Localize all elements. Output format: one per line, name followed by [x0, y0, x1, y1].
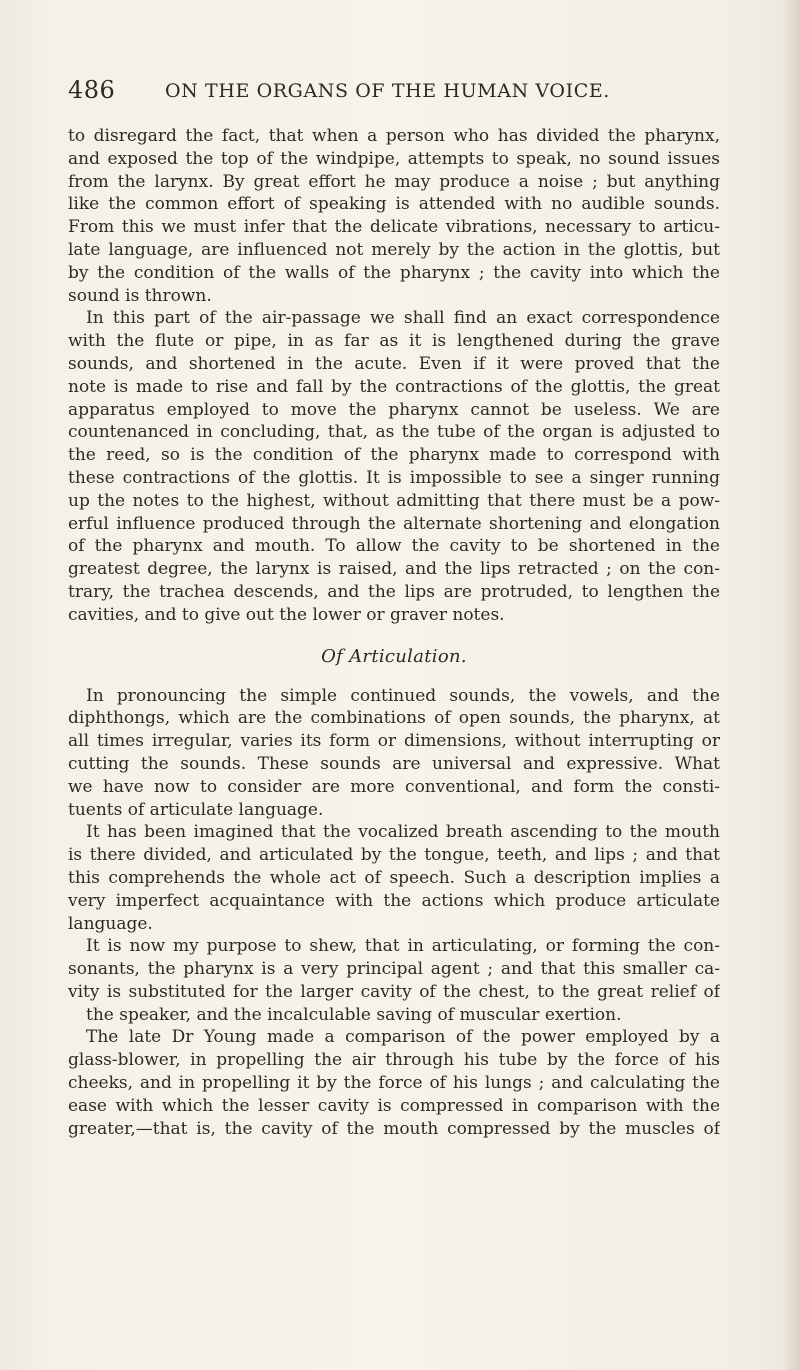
text-line: The late Dr Young made a comparison of the power employed by a	[86, 1027, 720, 1048]
text-line: countenanced in concluding, that, as the tube of the organ is adjusted to	[68, 422, 720, 443]
text-line: glass-blower, in propelling the air through his tube by the force of his	[68, 1050, 720, 1071]
paragraph	[68, 1026, 720, 1140]
section-heading: Of Articulation.	[321, 645, 467, 667]
text-line: the speaker, and the incalculable saving of muscular exertion.	[86, 1004, 622, 1025]
text-line: erful influence produced through the alternate shortening and elongation	[68, 513, 720, 534]
text-line: It has been imagined that the vocalized breath ascending to the mouth	[86, 822, 720, 843]
text-line: trary, the trachea descends, and the lips are protruded, to lengthen the	[68, 581, 720, 602]
text-line: greater,—that is, the cavity of the mouth compressed by the muscles of	[68, 1118, 720, 1139]
text-line: is there divided, and articulated by the tongue, teeth, and lips ; and that	[68, 845, 720, 866]
page-number: 486	[68, 76, 116, 104]
text-line: very imperfect acquaintance with the actions which produce articulate	[68, 890, 720, 911]
text-line: all times irregular, varies its form or dimensions, without interrupting or	[68, 731, 720, 752]
text-line: cavities, and to give out the lower or graver notes.	[68, 604, 505, 625]
text-line: ease with which the lesser cavity is compressed in comparison with the	[68, 1095, 720, 1116]
text-line: and exposed the top of the windpipe, attempts to speak, no sound issues	[68, 148, 720, 169]
text-line: cutting the sounds. These sounds are universal and expressive. What	[68, 753, 720, 774]
paragraph	[68, 821, 720, 935]
text-line: up the notes to the highest, without admitting that there must be a pow-	[68, 490, 720, 511]
paragraph	[68, 125, 720, 307]
text-line: greatest degree, the larynx is raised, and the lips retracted ; on the con-	[68, 559, 720, 580]
paragraph	[68, 685, 720, 822]
text-line: these contractions of the glottis. It is impossible to see a singer running	[68, 467, 720, 488]
text-line: sound is thrown.	[68, 285, 212, 306]
text-line: by the condition of the walls of the pharynx ; the cavity into which the	[68, 262, 720, 283]
text-line: cheeks, and in propelling it by the force of his lungs ; and calculating the	[68, 1073, 720, 1094]
page-edge-shadow	[784, 0, 800, 1370]
text-line: In this part of the air-passage we shall find an exact correspondence	[86, 308, 720, 329]
text-line: language.	[68, 913, 153, 934]
text-line: tuents of articulate language.	[68, 799, 324, 820]
text-line: From this we must infer that the delicate vibrations, necessary to articu-	[68, 217, 720, 238]
running-title: ON THE ORGANS OF THE HUMAN VOICE.	[165, 80, 610, 102]
text-line: like the common effort of speaking is attended with no audible sounds.	[68, 194, 720, 215]
text-line: late language, are influenced not merely by the action in the glottis, but	[68, 239, 720, 260]
text-line: In pronouncing the simple continued sounds, the vowels, and the	[86, 685, 720, 706]
text-line: to disregard the fact, that when a person who has divided the pharynx,	[68, 126, 720, 146]
text-line: apparatus employed to move the pharynx cannot be useless. We are	[68, 399, 720, 420]
text-line: note is made to rise and fall by the contractions of the glottis, the great	[68, 376, 720, 397]
text-line: we have now to consider are more conventional, and form the consti-	[68, 776, 720, 797]
text-line: vity is substituted for the larger cavity of the chest, to the great relief of	[68, 981, 720, 1002]
text-line: with the flute or pipe, in as far as it is lengthened during the grave	[68, 331, 720, 352]
text-line: the reed, so is the condition of the pharynx made to correspond with	[68, 445, 720, 466]
text-line: sonants, the pharynx is a very principal agent ; and that this smaller ca-	[68, 959, 720, 980]
text-line: this comprehends the whole act of speech. Such a description implies a	[68, 867, 720, 888]
paragraph	[68, 307, 720, 626]
text-line: of the pharynx and mouth. To allow the cavity to be shortened in the	[68, 536, 720, 557]
text-line: diphthongs, which are the combinations of open sounds, the pharynx, at	[68, 708, 720, 729]
paragraph	[68, 935, 720, 1026]
text-line: It is now my purpose to shew, that in articulating, or forming the con-	[86, 936, 720, 957]
running-head	[68, 74, 722, 106]
text-line: from the larynx. By great effort he may produce a noise ; but anything	[68, 171, 720, 192]
body-text	[68, 125, 720, 1140]
text-line: sounds, and shortened in the acute. Even if it were proved that the	[68, 353, 720, 374]
